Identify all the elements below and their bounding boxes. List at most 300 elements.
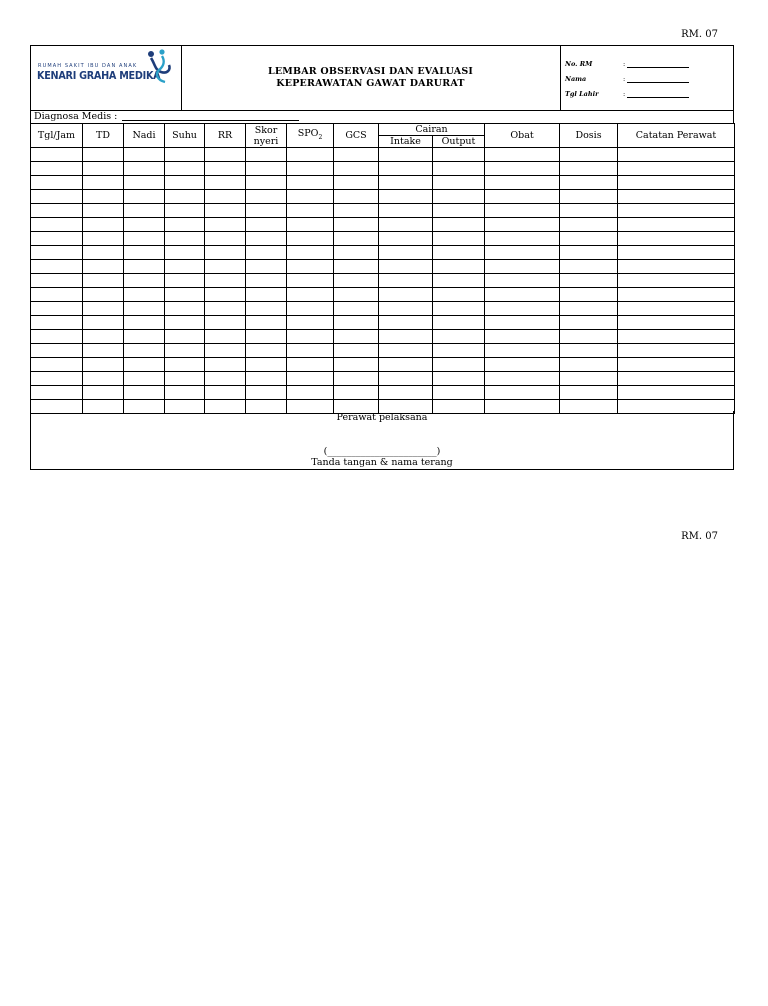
table-cell[interactable]: [246, 260, 287, 274]
signature-line[interactable]: (_______________________): [323, 446, 441, 457]
no-rm-colon: :: [623, 60, 626, 68]
signature-section: [30, 411, 734, 470]
table-cell[interactable]: [165, 344, 205, 358]
header-tgl-jam: Tgl/Jam: [31, 124, 83, 148]
header-output: Output: [433, 136, 485, 148]
table-cell[interactable]: [287, 330, 334, 344]
table-cell[interactable]: [31, 386, 83, 400]
table-cell[interactable]: [287, 176, 334, 190]
table-cell[interactable]: [205, 232, 246, 246]
table-row: [31, 358, 735, 372]
table-cell[interactable]: [83, 148, 124, 162]
table-row: [31, 344, 735, 358]
table-cell[interactable]: [618, 302, 735, 316]
table-cell[interactable]: [433, 372, 485, 386]
table-row: [31, 176, 735, 190]
signature-caption: Tanda tangan & nama terang: [311, 457, 453, 468]
header-catatan-perawat: Catatan Perawat: [618, 124, 735, 148]
table-cell[interactable]: [205, 260, 246, 274]
no-rm-field[interactable]: [627, 67, 689, 68]
table-cell[interactable]: [485, 204, 560, 218]
table-cell[interactable]: [433, 302, 485, 316]
table-row: [31, 190, 735, 204]
table-cell[interactable]: [31, 344, 83, 358]
table-cell[interactable]: [31, 218, 83, 232]
observation-table: [30, 123, 735, 414]
table-cell[interactable]: [246, 176, 287, 190]
table-cell[interactable]: [246, 218, 287, 232]
table-cell[interactable]: [83, 302, 124, 316]
table-cell[interactable]: [124, 344, 165, 358]
table-cell[interactable]: [433, 204, 485, 218]
table-cell[interactable]: [31, 330, 83, 344]
table-row: [31, 246, 735, 260]
table-cell[interactable]: [287, 246, 334, 260]
table-cell[interactable]: [334, 246, 379, 260]
form-title: [181, 46, 561, 110]
table-cell[interactable]: [379, 246, 433, 260]
table-cell[interactable]: [379, 316, 433, 330]
table-cell[interactable]: [205, 372, 246, 386]
table-cell[interactable]: [334, 330, 379, 344]
table-cell[interactable]: [560, 232, 618, 246]
table-cell[interactable]: [31, 358, 83, 372]
table-cell[interactable]: [433, 358, 485, 372]
table-cell[interactable]: [31, 190, 83, 204]
table-cell[interactable]: [485, 302, 560, 316]
table-cell[interactable]: [379, 190, 433, 204]
patient-info: [560, 46, 733, 110]
table-cell[interactable]: [205, 162, 246, 176]
table-cell[interactable]: [83, 246, 124, 260]
table-cell[interactable]: [379, 344, 433, 358]
table-cell[interactable]: [246, 358, 287, 372]
table-cell[interactable]: [485, 148, 560, 162]
table-cell[interactable]: [379, 162, 433, 176]
tgl-lahir-label: Tgl Lahir: [565, 90, 599, 98]
table-cell[interactable]: [379, 330, 433, 344]
table-cell[interactable]: [485, 386, 560, 400]
table-cell[interactable]: [83, 162, 124, 176]
table-cell[interactable]: [485, 372, 560, 386]
table-cell[interactable]: [246, 386, 287, 400]
table-cell[interactable]: [287, 148, 334, 162]
table-cell[interactable]: [618, 204, 735, 218]
table-cell[interactable]: [31, 176, 83, 190]
table-cell[interactable]: [485, 232, 560, 246]
table-row: [31, 260, 735, 274]
table-cell[interactable]: [165, 302, 205, 316]
nama-field[interactable]: [627, 82, 689, 83]
table-cell[interactable]: [433, 316, 485, 330]
form-code-top: RM. 07: [681, 29, 718, 40]
table-cell[interactable]: [433, 288, 485, 302]
table-cell[interactable]: [205, 190, 246, 204]
header-spo2: [287, 124, 334, 148]
table-cell[interactable]: [165, 372, 205, 386]
table-cell[interactable]: [83, 232, 124, 246]
header-intake: Intake: [379, 136, 433, 148]
table-row: [31, 372, 735, 386]
table-cell[interactable]: [31, 162, 83, 176]
table-cell[interactable]: [618, 260, 735, 274]
table-cell[interactable]: [165, 274, 205, 288]
table-cell[interactable]: [205, 274, 246, 288]
table-cell[interactable]: [31, 274, 83, 288]
table-cell[interactable]: [31, 372, 83, 386]
table-cell[interactable]: [433, 344, 485, 358]
table-cell[interactable]: [379, 288, 433, 302]
table-cell[interactable]: [433, 330, 485, 344]
form-header: [30, 45, 734, 111]
table-row: [31, 316, 735, 330]
table-cell[interactable]: [124, 274, 165, 288]
table-cell[interactable]: [31, 204, 83, 218]
table-cell[interactable]: [485, 316, 560, 330]
table-cell[interactable]: [560, 344, 618, 358]
table-cell[interactable]: [124, 316, 165, 330]
table-cell[interactable]: [334, 190, 379, 204]
table-cell[interactable]: [560, 288, 618, 302]
table-cell[interactable]: [560, 330, 618, 344]
table-cell[interactable]: [287, 274, 334, 288]
table-cell[interactable]: [287, 162, 334, 176]
table-cell[interactable]: [334, 358, 379, 372]
diagnosa-label: Diagnosa Medis :: [34, 111, 118, 122]
table-cell[interactable]: [618, 176, 735, 190]
table-cell[interactable]: [165, 316, 205, 330]
table-cell[interactable]: [31, 302, 83, 316]
table-cell[interactable]: [83, 260, 124, 274]
table-cell[interactable]: [334, 344, 379, 358]
table-cell[interactable]: [334, 386, 379, 400]
table-cell[interactable]: [246, 162, 287, 176]
table-cell[interactable]: [560, 176, 618, 190]
nama-row: [565, 75, 626, 83]
table-cell[interactable]: [246, 148, 287, 162]
table-cell[interactable]: [124, 190, 165, 204]
table-cell[interactable]: [124, 204, 165, 218]
table-cell[interactable]: [287, 204, 334, 218]
table-cell[interactable]: [83, 386, 124, 400]
table-cell[interactable]: [485, 358, 560, 372]
table-cell[interactable]: [618, 344, 735, 358]
table-cell[interactable]: [124, 372, 165, 386]
table-cell[interactable]: [433, 148, 485, 162]
table-row: [31, 288, 735, 302]
table-cell[interactable]: [165, 218, 205, 232]
table-cell[interactable]: [165, 260, 205, 274]
header-dosis: Dosis: [560, 124, 618, 148]
table-cell[interactable]: [379, 232, 433, 246]
table-cell[interactable]: [433, 232, 485, 246]
table-cell[interactable]: [83, 176, 124, 190]
table-cell[interactable]: [334, 218, 379, 232]
table-cell[interactable]: [83, 358, 124, 372]
table-cell[interactable]: [287, 260, 334, 274]
table-cell[interactable]: [124, 288, 165, 302]
table-cell[interactable]: [246, 344, 287, 358]
table-cell[interactable]: [379, 218, 433, 232]
table-row: [31, 232, 735, 246]
table-cell[interactable]: [618, 330, 735, 344]
table-cell[interactable]: [485, 344, 560, 358]
tgl-lahir-colon: :: [623, 90, 626, 98]
table-cell[interactable]: [618, 372, 735, 386]
table-cell[interactable]: [205, 148, 246, 162]
table-row: [31, 162, 735, 176]
header-obat: Obat: [485, 124, 560, 148]
logo-subtitle: RUMAH SAKIT IBU DAN ANAK: [38, 63, 138, 69]
table-cell[interactable]: [124, 162, 165, 176]
table-cell[interactable]: [124, 302, 165, 316]
diagnosa-field[interactable]: [122, 120, 299, 121]
table-cell[interactable]: [618, 316, 735, 330]
table-cell[interactable]: [485, 162, 560, 176]
table-cell[interactable]: [165, 176, 205, 190]
table-cell[interactable]: [83, 344, 124, 358]
table-cell[interactable]: [165, 232, 205, 246]
table-cell[interactable]: [31, 246, 83, 260]
header-td: TD: [83, 124, 124, 148]
table-cell[interactable]: [31, 148, 83, 162]
header-skor-nyeri: [246, 124, 287, 148]
table-row: [31, 204, 735, 218]
table-cell[interactable]: [485, 246, 560, 260]
table-cell[interactable]: [618, 162, 735, 176]
table-cell[interactable]: [379, 148, 433, 162]
tgl-lahir-field[interactable]: [627, 97, 689, 98]
table-cell[interactable]: [433, 386, 485, 400]
no-rm-row: [565, 60, 626, 68]
table-cell[interactable]: [246, 288, 287, 302]
table-cell[interactable]: [379, 302, 433, 316]
table-cell[interactable]: [83, 274, 124, 288]
table-cell[interactable]: [618, 148, 735, 162]
hospital-logo: [31, 46, 182, 110]
table-cell[interactable]: [83, 316, 124, 330]
table-cell[interactable]: [124, 218, 165, 232]
table-cell[interactable]: [287, 190, 334, 204]
table-cell[interactable]: [287, 288, 334, 302]
observation-rows: [31, 148, 735, 414]
table-cell[interactable]: [165, 246, 205, 260]
table-cell[interactable]: [31, 260, 83, 274]
table-cell[interactable]: [31, 316, 83, 330]
table-cell[interactable]: [31, 232, 83, 246]
table-cell[interactable]: [433, 260, 485, 274]
table-cell[interactable]: [205, 288, 246, 302]
diagnosa-row: [30, 111, 734, 123]
table-cell[interactable]: [618, 274, 735, 288]
table-cell[interactable]: [83, 190, 124, 204]
table-cell[interactable]: [560, 386, 618, 400]
table-cell[interactable]: [124, 246, 165, 260]
header-gcs: GCS: [334, 124, 379, 148]
no-rm-label: No. RM: [565, 60, 593, 68]
table-row: [31, 218, 735, 232]
table-cell[interactable]: [334, 372, 379, 386]
table-cell[interactable]: [165, 386, 205, 400]
table-cell[interactable]: [124, 148, 165, 162]
table-cell[interactable]: [334, 302, 379, 316]
header-suhu: Suhu: [165, 124, 205, 148]
table-cell[interactable]: [124, 176, 165, 190]
spo2-subscript: 2: [318, 133, 323, 141]
table-cell[interactable]: [379, 372, 433, 386]
table-cell[interactable]: [560, 148, 618, 162]
table-cell[interactable]: [379, 386, 433, 400]
table-cell[interactable]: [205, 344, 246, 358]
table-cell[interactable]: [246, 204, 287, 218]
table-row: [31, 302, 735, 316]
table-cell[interactable]: [433, 190, 485, 204]
table-cell[interactable]: [560, 162, 618, 176]
header-nadi: Nadi: [124, 124, 165, 148]
table-cell[interactable]: [485, 190, 560, 204]
table-cell[interactable]: [618, 190, 735, 204]
table-cell[interactable]: [205, 386, 246, 400]
table-cell[interactable]: [205, 246, 246, 260]
table-cell[interactable]: [433, 176, 485, 190]
table-cell[interactable]: [379, 274, 433, 288]
table-cell[interactable]: [246, 302, 287, 316]
table-cell[interactable]: [246, 372, 287, 386]
table-cell[interactable]: [287, 372, 334, 386]
table-cell[interactable]: [618, 232, 735, 246]
table-cell[interactable]: [618, 386, 735, 400]
table-cell[interactable]: [560, 274, 618, 288]
table-cell[interactable]: [379, 358, 433, 372]
table-cell[interactable]: [433, 274, 485, 288]
table-cell[interactable]: [618, 358, 735, 372]
table-cell[interactable]: [287, 386, 334, 400]
table-cell[interactable]: [246, 330, 287, 344]
table-cell[interactable]: [379, 204, 433, 218]
table-cell[interactable]: [334, 316, 379, 330]
table-cell[interactable]: [246, 316, 287, 330]
table-cell[interactable]: [485, 330, 560, 344]
logo-name: KENARI GRAHA MEDIKA: [37, 70, 161, 82]
table-cell[interactable]: [485, 288, 560, 302]
table-row: [31, 386, 735, 400]
skor-nyeri-line-2: nyeri: [253, 135, 279, 147]
table-cell[interactable]: [124, 330, 165, 344]
table-cell[interactable]: [334, 148, 379, 162]
table-cell[interactable]: [485, 274, 560, 288]
table-cell[interactable]: [287, 316, 334, 330]
table-cell[interactable]: [83, 204, 124, 218]
spo2-text: SPO: [297, 128, 319, 140]
table-cell[interactable]: [334, 260, 379, 274]
table-cell[interactable]: [246, 232, 287, 246]
table-cell[interactable]: [165, 288, 205, 302]
table-cell[interactable]: [246, 274, 287, 288]
table-cell[interactable]: [433, 246, 485, 260]
table-cell[interactable]: [124, 232, 165, 246]
table-cell[interactable]: [83, 288, 124, 302]
table-cell[interactable]: [205, 358, 246, 372]
table-cell[interactable]: [560, 204, 618, 218]
nama-colon: :: [623, 75, 626, 83]
logo-mark-icon: [143, 48, 177, 88]
table-cell[interactable]: [334, 204, 379, 218]
table-cell[interactable]: [83, 372, 124, 386]
table-cell[interactable]: [334, 274, 379, 288]
table-cell[interactable]: [205, 330, 246, 344]
table-cell[interactable]: [287, 218, 334, 232]
table-cell[interactable]: [560, 316, 618, 330]
table-cell[interactable]: [334, 176, 379, 190]
table-cell[interactable]: [433, 162, 485, 176]
table-cell[interactable]: [618, 246, 735, 260]
table-cell[interactable]: [560, 218, 618, 232]
form-code-bottom: RM. 07: [681, 531, 718, 542]
table-cell[interactable]: [287, 358, 334, 372]
table-row: [31, 148, 735, 162]
table-row: [31, 330, 735, 344]
table-cell[interactable]: [83, 218, 124, 232]
table-cell[interactable]: [560, 372, 618, 386]
skor-nyeri-line-1: Skor: [254, 124, 278, 136]
table-cell[interactable]: [485, 218, 560, 232]
table-cell[interactable]: [433, 218, 485, 232]
table-cell[interactable]: [334, 288, 379, 302]
tgl-lahir-row: [565, 90, 626, 98]
table-cell[interactable]: [205, 218, 246, 232]
table-cell[interactable]: [165, 330, 205, 344]
table-cell[interactable]: [124, 358, 165, 372]
table-cell[interactable]: [485, 176, 560, 190]
table-cell[interactable]: [165, 148, 205, 162]
table-cell[interactable]: [205, 302, 246, 316]
table-cell[interactable]: [560, 190, 618, 204]
table-cell[interactable]: [205, 176, 246, 190]
table-cell[interactable]: [31, 288, 83, 302]
table-cell[interactable]: [246, 246, 287, 260]
table-cell[interactable]: [205, 316, 246, 330]
table-cell[interactable]: [205, 204, 246, 218]
table-cell[interactable]: [485, 260, 560, 274]
table-cell[interactable]: [165, 162, 205, 176]
table-cell[interactable]: [618, 218, 735, 232]
table-cell[interactable]: [560, 302, 618, 316]
table-cell[interactable]: [379, 176, 433, 190]
table-cell[interactable]: [287, 302, 334, 316]
table-cell[interactable]: [124, 386, 165, 400]
table-cell[interactable]: [124, 260, 165, 274]
title-line-2: KEPERAWATAN GAWAT DARURAT: [276, 78, 465, 89]
table-cell[interactable]: [560, 246, 618, 260]
header-rr: RR: [205, 124, 246, 148]
table-cell[interactable]: [560, 358, 618, 372]
table-cell[interactable]: [287, 344, 334, 358]
table-cell[interactable]: [334, 232, 379, 246]
table-cell[interactable]: [560, 260, 618, 274]
table-cell[interactable]: [165, 190, 205, 204]
table-cell[interactable]: [83, 330, 124, 344]
perawat-label: Perawat pelaksana: [336, 412, 428, 423]
header-cairan: Cairan: [379, 124, 485, 136]
table-cell[interactable]: [287, 232, 334, 246]
table-cell[interactable]: [165, 358, 205, 372]
table-cell[interactable]: [165, 204, 205, 218]
table-cell[interactable]: [334, 162, 379, 176]
table-cell[interactable]: [246, 190, 287, 204]
table-cell[interactable]: [618, 288, 735, 302]
nama-label: Nama: [565, 75, 587, 83]
table-cell[interactable]: [379, 260, 433, 274]
